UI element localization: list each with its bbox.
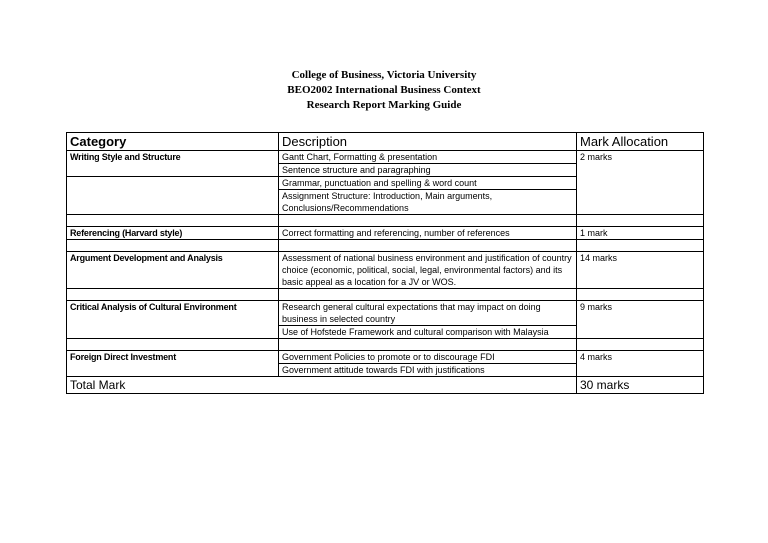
description-cell: Use of Hofstede Framework and cultural comparison with Malaysia (279, 326, 577, 339)
table-row (67, 252, 704, 289)
marks-cell: 14 marks (577, 252, 704, 289)
course-title: BEO2002 International Business Context (287, 84, 481, 96)
table-row (67, 151, 704, 164)
empty-cell (67, 164, 279, 177)
description-cell: Government Policies to promote or to discourage FDI (279, 351, 577, 364)
total-row (67, 377, 704, 394)
table-row (67, 301, 704, 326)
description-cell: Correct formatting and referencing, number of references (279, 227, 577, 240)
marks-cell: 9 marks (577, 301, 704, 339)
spacer-row (67, 215, 704, 227)
empty-cell (67, 190, 279, 215)
description-cell: Gantt Chart, Formatting & presentation (279, 151, 577, 164)
total-label: Total Mark (67, 377, 577, 394)
column-header-mark-allocation: Mark Allocation (577, 133, 704, 151)
category-argument: Argument Development and Analysis (67, 252, 279, 289)
marks-cell: 4 marks (577, 351, 704, 377)
spacer-row (67, 339, 704, 351)
spacer-row (67, 240, 704, 252)
category-referencing: Referencing (Harvard style) (67, 227, 279, 240)
spacer-row (67, 289, 704, 301)
table-row (67, 227, 704, 240)
description-cell: Grammar, punctuation and spelling & word count (279, 177, 577, 190)
guide-title: Research Report Marking Guide (306, 99, 462, 111)
category-fdi: Foreign Direct Investment (67, 351, 279, 377)
category-cultural: Critical Analysis of Cultural Environment (67, 301, 279, 339)
column-header-category: Category (67, 133, 279, 151)
document-header (0, 68, 768, 113)
table-row (67, 351, 704, 364)
description-cell: Research general cultural expectations that may impact on doing business in selected country (279, 301, 577, 326)
marking-guide-table (66, 132, 704, 394)
description-cell: Sentence structure and paragraphing (279, 164, 577, 177)
marks-cell: 2 marks (577, 151, 704, 215)
table-header-row (67, 133, 704, 151)
empty-cell (67, 177, 279, 190)
category-writing: Writing Style and Structure (67, 151, 279, 164)
column-header-description: Description (279, 133, 577, 151)
description-cell: Government attitude towards FDI with justifications (279, 364, 577, 377)
total-marks: 30 marks (577, 377, 704, 394)
university-title: College of Business, Victoria University (291, 69, 477, 81)
description-cell: Assessment of national business environment and justification of country choice (economic, political, social, legal, environmental factors) and its basic appeal as a location for a JV or WOS. (279, 252, 577, 289)
description-cell: Assignment Structure: Introduction, Main arguments, Conclusions/Recommendations (279, 190, 577, 215)
marks-cell: 1 mark (577, 227, 704, 240)
